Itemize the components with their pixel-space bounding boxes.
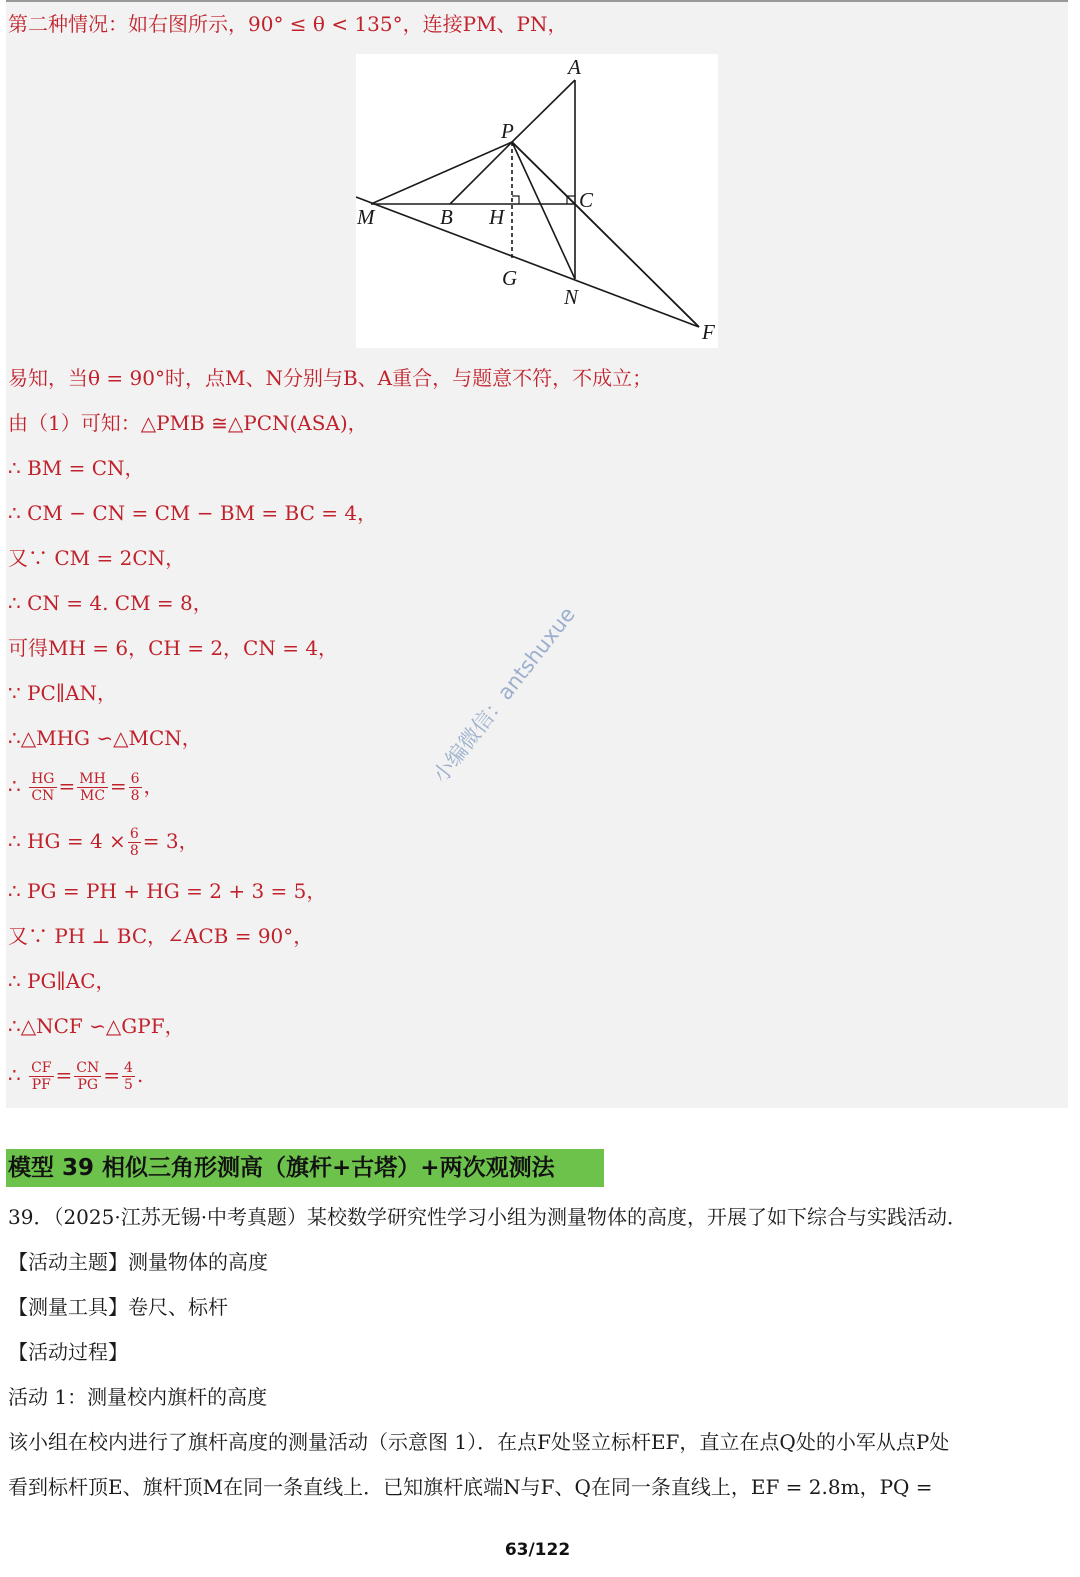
activity-theme: 【活动主题】测量物体的高度 xyxy=(8,1250,268,1274)
activity1-desc-2: 看到标杆顶E、旗杆顶M在同一条直线上．已知旗杆底端N与F、Q在同一条直线上，EF = 2.8m，PQ = xyxy=(8,1475,933,1499)
watermark: 小编微信：antshuxue xyxy=(428,602,580,788)
frac-num: 6 xyxy=(129,826,139,842)
label-B: B xyxy=(440,205,453,229)
page-number: 63/122 xyxy=(504,1540,571,1560)
sim1-line: ∴△MHG ∽△MCN， xyxy=(8,726,202,750)
ratio2-frac-cn-pg xyxy=(74,1060,101,1093)
ratio2-line: ∴ $\frac{CF}{PF}$ = $\frac{CN}{PG}$ = $\frac{4}{5}$ . xyxy=(8,1060,144,1093)
frac-num: 4 xyxy=(124,1060,133,1076)
ratio1-frac-hg-cn xyxy=(29,771,56,804)
frac-num: CN xyxy=(76,1060,100,1076)
frac-num: MH xyxy=(79,771,106,787)
ratio2-suffix: . xyxy=(136,1063,144,1087)
label-A: A xyxy=(568,55,581,79)
ratio1-frac-mh-mc xyxy=(77,771,108,804)
ratio1-prefix: ∴ xyxy=(8,774,21,798)
hg-frac xyxy=(128,826,141,859)
ratio1-frac-6-8 xyxy=(129,771,142,804)
segment-CF xyxy=(575,204,699,327)
geometry-diagram xyxy=(356,54,718,348)
frac-den: MC xyxy=(80,788,106,804)
frac-den: 8 xyxy=(130,788,140,804)
segment-PN xyxy=(512,142,575,279)
hg-line xyxy=(8,821,199,861)
frac-den: 5 xyxy=(124,1077,133,1093)
activity1-title: 活动 1：测量校内旗杆的高度 xyxy=(8,1385,268,1409)
ratio2-frac-cf-pf xyxy=(29,1060,53,1093)
activity1-desc-1: 该小组在校内进行了旗杆高度的测量活动（示意图 1）．在点F处竖立标杆EF，直立在点Q处的小军从点P处 xyxy=(8,1430,950,1454)
frac-num: CF xyxy=(31,1060,52,1076)
geometry-figure xyxy=(356,54,718,348)
ratio2-prefix: ∴ xyxy=(8,1063,21,1087)
question-intro: 39．（2025·江苏无锡·中考真题）某校数学研究性学习小组为测量物体的高度，开展了如下综合与实践活动． xyxy=(8,1205,968,1229)
pg-line: ∴ PG = PH + HG = 2 + 3 = 5， xyxy=(8,879,327,903)
segment-PM xyxy=(371,142,512,204)
ratio1-line: ∴ $\frac{HG}{CN}$ = $\frac{MH}{MC}$ = $\frac{6}{8}$ ， xyxy=(8,771,164,804)
frac-den: PF xyxy=(31,1077,51,1093)
hg-post: = 3， xyxy=(142,829,199,853)
cm-cn-line: ∴ CM − CN = CM − BM = BC = 4， xyxy=(8,501,378,525)
case2-line: 第二种情况：如右图所示，90° ≤ θ < 135°，连接PM、PN， xyxy=(8,12,568,36)
label-C: C xyxy=(579,188,594,212)
segment-AP xyxy=(512,80,575,142)
label-P: P xyxy=(501,119,514,143)
ph-line: 又∵ PH ⊥ BC，∠ACB = 90°， xyxy=(8,924,314,948)
label-H: H xyxy=(489,205,505,229)
right-angle-mark-H xyxy=(512,196,519,204)
label-N: N xyxy=(564,285,579,309)
frac-num: HG xyxy=(31,771,55,787)
segment-PB xyxy=(450,142,512,204)
measuring-tools: 【测量工具】卷尺、标杆 xyxy=(8,1295,228,1319)
cn4-line: ∴ CN = 4. CM = 8， xyxy=(8,591,213,615)
easy-line: 易知，当θ = 90°时，点M、N分别与B、A重合，与题意不符，不成立； xyxy=(8,366,653,390)
bm-line: ∴ BM = CN， xyxy=(8,456,145,480)
frac-den: 8 xyxy=(129,843,139,859)
label-M: M xyxy=(357,205,375,229)
pcan-line: ∵ PC∥AN， xyxy=(8,681,118,705)
ratio2-frac-4-5 xyxy=(122,1060,135,1093)
from1-line: 由（1）可知：△PMB ≅△PCN(ASA)， xyxy=(8,411,368,435)
ratio1-suffix: ， xyxy=(143,774,164,798)
label-G: G xyxy=(502,266,518,290)
sim2-line: ∴△NCF ∽△GPF， xyxy=(8,1014,185,1038)
pgac-line: ∴ PG∥AC， xyxy=(8,969,116,993)
hg-pre: ∴ HG = 4 × xyxy=(8,829,126,853)
frac-den: PG xyxy=(77,1077,99,1093)
frac-den: CN xyxy=(31,788,55,804)
segment-MF xyxy=(356,197,699,327)
mh-line: 可得MH = 6，CH = 2，CN = 4， xyxy=(8,636,339,660)
activity-process: 【活动过程】 xyxy=(8,1340,128,1364)
frac-num: 6 xyxy=(130,771,140,787)
section-heading: 模型 39 相似三角形测高（旗杆+古塔）+两次观测法 xyxy=(6,1149,604,1187)
cm2cn-line: 又∵ CM = 2CN， xyxy=(8,546,186,570)
label-F: F xyxy=(702,320,715,344)
